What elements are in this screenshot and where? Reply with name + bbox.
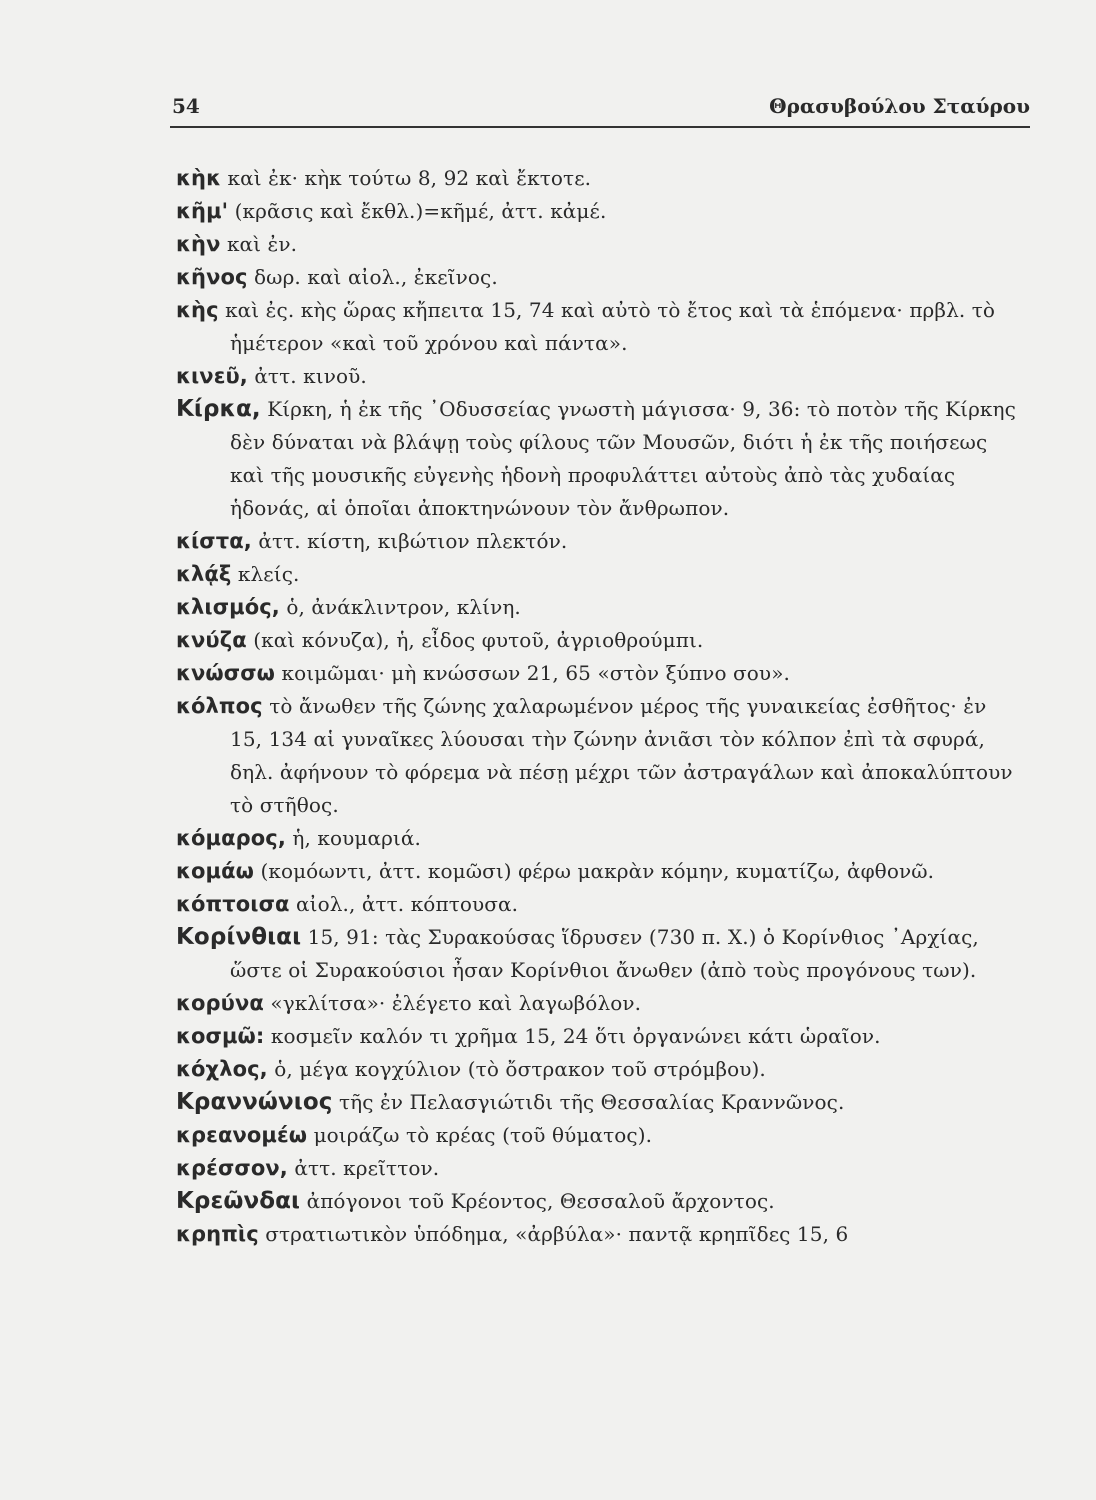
- entry-definition: κοσμεῖν καλόν τι χρῆμα 15, 24 ὅτι ὀργανώνει κάτι ὡραῖον.: [264, 1024, 881, 1048]
- entry-headword: κὴκ: [176, 166, 222, 190]
- entry-headword: Κίρκα,: [176, 396, 261, 422]
- glossary-entry: [176, 624, 1018, 657]
- glossary-entry: [176, 1152, 1018, 1185]
- entry-definition: αἰολ., ἀττ. κόπτουσα.: [289, 892, 519, 916]
- glossary-entry: [176, 558, 1018, 591]
- entry-definition: στρατιωτικὸν ὑπόδημα, «ἀρβύλα»· παντᾷ κρηπῖδες 15, 6: [258, 1222, 849, 1246]
- entry-definition: 15, 91: τὰς Συρακούσας ἵδρυσεν (730 π. Χ.) ὁ Κορίνθιος ᾿Αρχίας, ὥστε οἱ Συρακούσιοι ἦσαν Κορίνθιοι ἄνωθεν (ἀπὸ τοὺς προγόνους των).: [230, 925, 979, 982]
- glossary-entry: [176, 591, 1018, 624]
- entry-headword: Κρεῶνδαι: [176, 1188, 301, 1214]
- entry-headword: κόπτοισα: [176, 892, 290, 916]
- glossary-entry: [176, 690, 1018, 822]
- entry-headword: κόμαρος,: [176, 826, 286, 850]
- glossary-entries: [176, 162, 1018, 1251]
- entry-definition: ἀττ. κρεῖττον.: [287, 1156, 440, 1180]
- entry-headword: κῆμ': [176, 199, 229, 223]
- glossary-entry: [176, 228, 1018, 261]
- running-title: Θρασυβούλου Σταύρου: [769, 94, 1030, 118]
- entry-definition: (καὶ κόνυζα), ἡ, εἶδος φυτοῦ, ἀγριοθρούμπι.: [246, 628, 704, 652]
- entry-definition: καὶ ἐν.: [220, 232, 298, 256]
- entry-definition: μοιράζω τὸ κρέας (τοῦ θύματος).: [307, 1123, 653, 1147]
- entry-headword: κίστα,: [176, 529, 252, 553]
- entry-definition: τῆς ἐν Πελασγιώτιδι τῆς Θεσσαλίας Κραννῶνος.: [332, 1090, 845, 1114]
- entry-headword: κοσμῶ:: [176, 1024, 265, 1048]
- glossary-entry: [176, 393, 1018, 525]
- entry-headword: κρηπὶς: [176, 1222, 259, 1246]
- entry-headword: Κορίνθιαι: [176, 924, 302, 950]
- entry-headword: κρέσσον,: [176, 1156, 288, 1180]
- entry-definition: Κίρκη, ἡ ἐκ τῆς ᾿Οδυσσείας γνωστὴ μάγισσα· 9, 36: τὸ ποτὸν τῆς Κίρκης δὲν δύναται νὰ βλάψῃ τοὺς φίλους τῶν Μουσῶν, διότι ἡ ἐκ τῆς ποιήσεως καὶ τῆς μουσικῆς εὐγενὴς ἡδονὴ προφυλάττει αὐτοὺς ἀπὸ τὰς χυδαίας ἡδονάς, αἱ ὁποῖαι ἀποκτηνώνουν τὸν ἄνθρωπον.: [230, 397, 1016, 520]
- entry-definition: ἀπόγονοι τοῦ Κρέοντος, Θεσσαλοῦ ἄρχοντος.: [300, 1189, 775, 1213]
- glossary-entry: [176, 921, 1018, 987]
- entry-definition: (κομόωντι, ἀττ. κομῶσι) φέρω μακρὰν κόμην, κυματίζω, ἀφθονῶ.: [253, 859, 935, 883]
- glossary-entry: [176, 294, 1018, 360]
- entry-headword: Κραννώνιος: [176, 1089, 333, 1115]
- entry-headword: κόχλος,: [176, 1057, 268, 1081]
- entry-definition: κλείς.: [231, 562, 300, 586]
- glossary-entry: [176, 162, 1018, 195]
- glossary-entry: [176, 822, 1018, 855]
- entry-definition: (κρᾶσις καὶ ἔκθλ.)=κῆμέ, ἀττ. κἀμέ.: [228, 199, 607, 223]
- entry-definition: ἀττ. κινοῦ.: [247, 364, 367, 388]
- page-number: 54: [172, 94, 200, 118]
- entry-definition: ἡ, κουμαριά.: [285, 826, 421, 850]
- entry-headword: κομάω: [176, 859, 254, 883]
- glossary-entry: [176, 525, 1018, 558]
- glossary-entry: [176, 1053, 1018, 1086]
- glossary-entry: [176, 888, 1018, 921]
- entry-headword: κλισμός,: [176, 595, 280, 619]
- entry-headword: κὴν: [176, 232, 221, 256]
- entry-headword: κλᾴξ: [176, 562, 232, 586]
- page-header: [170, 92, 1030, 128]
- entry-headword: κορύνα: [176, 991, 264, 1015]
- entry-definition: τὸ ἄνωθεν τῆς ζώνης χαλαρωμένον μέρος τῆς γυναικείας ἐσθῆτος· ἐν 15, 134 αἱ γυναῖκες λύουσαι τὴν ζώνην ἀνιᾶσι τὸν κόλπον ἐπὶ τὰ σφυρά, δηλ. ἀφήνουν τὸ φόρεμα νὰ πέσῃ μέχρι τῶν ἀστραγάλων καὶ ἀποκαλύπτουν τὸ στῆθος.: [230, 694, 1013, 817]
- entry-definition: καὶ ἐκ· κὴκ τούτω 8, 92 καὶ ἔκτοτε.: [221, 166, 592, 190]
- entry-definition: δωρ. καὶ αἰολ., ἐκεῖνος.: [247, 265, 498, 289]
- entry-definition: «γκλίτσα»· ἐλέγετο καὶ λαγωβόλον.: [263, 991, 642, 1015]
- entry-headword: κινεῦ,: [176, 364, 248, 388]
- glossary-entry: [176, 1185, 1018, 1218]
- glossary-entry: [176, 1020, 1018, 1053]
- glossary-entry: [176, 987, 1018, 1020]
- entry-definition: ὁ, μέγα κογχύλιον (τὸ ὄστρακον τοῦ στρόμβου).: [267, 1057, 766, 1081]
- entry-headword: κνώσσω: [176, 661, 276, 685]
- glossary-entry: [176, 360, 1018, 393]
- entry-definition: ἀττ. κίστη, κιβώτιον πλεκτόν.: [251, 529, 568, 553]
- glossary-entry: [176, 1218, 1018, 1251]
- glossary-entry: [176, 195, 1018, 228]
- glossary-entry: [176, 855, 1018, 888]
- entry-headword: κῆνος: [176, 265, 248, 289]
- entry-definition: κοιμῶμαι· μὴ κνώσσων 21, 65 «στὸν ξύπνο σου».: [275, 661, 790, 685]
- glossary-entry: [176, 1086, 1018, 1119]
- glossary-entry: [176, 261, 1018, 294]
- entry-headword: κρεανομέω: [176, 1123, 308, 1147]
- entry-headword: κόλπος: [176, 694, 263, 718]
- glossary-entry: [176, 657, 1018, 690]
- entry-definition: καὶ ἐς. κὴς ὥρας κἤπειτα 15, 74 καὶ αὐτὸ τὸ ἔτος καὶ τὰ ἑπόμενα· πρβλ. τὸ ἡμέτερον «καὶ τοῦ χρόνου καὶ πάντα».: [218, 298, 996, 355]
- glossary-entry: [176, 1119, 1018, 1152]
- entry-headword: κνύζα: [176, 628, 247, 652]
- entry-headword: κὴς: [176, 298, 219, 322]
- entry-definition: ὁ, ἀνάκλιντρον, κλίνη.: [279, 595, 521, 619]
